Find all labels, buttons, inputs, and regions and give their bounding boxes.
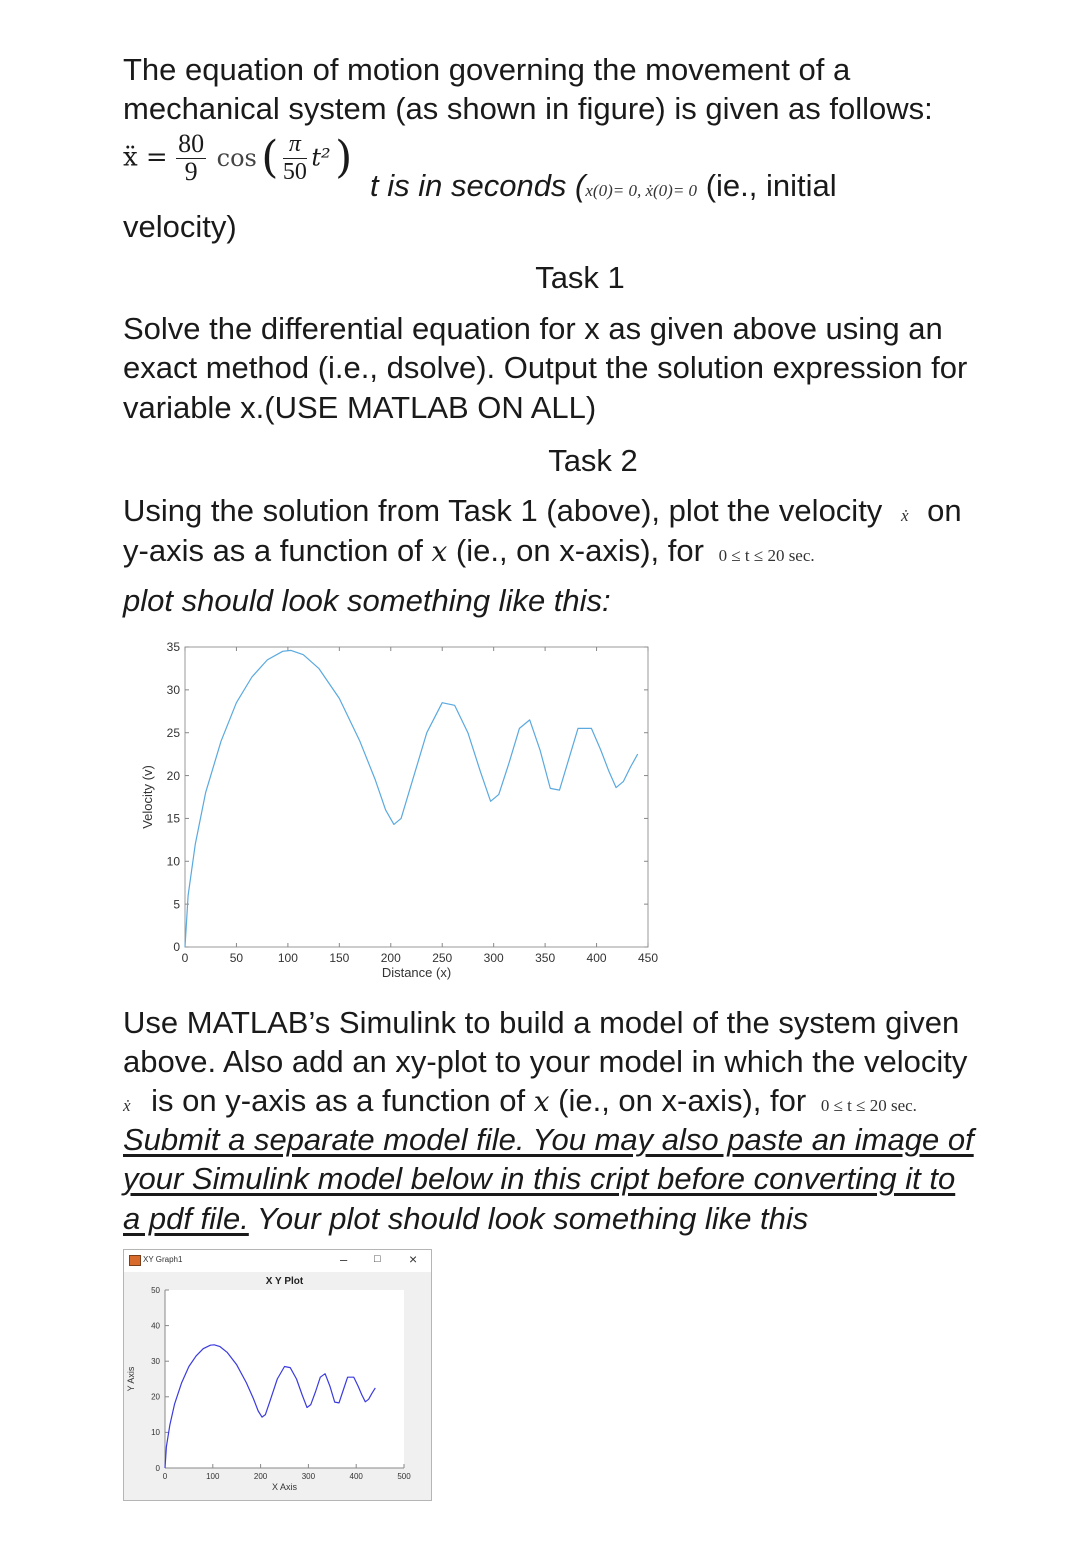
x-tick-label: 100 bbox=[277, 951, 298, 965]
task2-line-2a: y-axis as a function of bbox=[123, 533, 423, 568]
x-tick-label: 300 bbox=[483, 951, 504, 965]
x-tick-label: 450 bbox=[637, 951, 659, 965]
matlab-logo-icon bbox=[129, 1255, 141, 1266]
y-tick-label: 0 bbox=[173, 940, 180, 955]
x-tick-label: 500 bbox=[397, 1472, 411, 1481]
task2-line-1a: Using the solution from Task 1 (above), plot the velocity bbox=[123, 493, 883, 528]
task2-line-2 bbox=[123, 531, 815, 575]
equation-fraction bbox=[176, 130, 206, 185]
time-range: 0 ≤ t ≤ 20 sec. bbox=[718, 546, 815, 565]
equation bbox=[123, 130, 352, 190]
y-tick-label: 30 bbox=[166, 683, 180, 698]
y-axis-label: Y Axis bbox=[126, 1366, 136, 1392]
y-tick-label: 10 bbox=[151, 1428, 160, 1438]
task2-line-1b: on bbox=[927, 493, 962, 528]
y-tick-label: 10 bbox=[166, 854, 180, 869]
initial-conditions: x(0)= 0, ẋ(0)= 0 bbox=[585, 181, 698, 200]
equation-pi-fraction bbox=[283, 130, 307, 185]
x-tick-label: 100 bbox=[206, 1472, 220, 1481]
x-tick-label: 150 bbox=[329, 951, 350, 965]
simulink-line-3 bbox=[123, 1081, 917, 1125]
series-line bbox=[185, 650, 638, 947]
simulink-line-5: your Simulink model below in this cript before converting it to bbox=[123, 1161, 956, 1196]
x-tick-label: 300 bbox=[301, 1472, 316, 1481]
plot-caption: plot should look something like this: bbox=[123, 583, 611, 618]
task2-line-1 bbox=[123, 491, 962, 535]
maximize-button[interactable]: □ bbox=[374, 1253, 381, 1265]
x-tick-label: 400 bbox=[586, 951, 607, 965]
simulink-line-6b: Your plot should look something like this bbox=[248, 1201, 809, 1236]
equation-denominator: 9 bbox=[184, 157, 198, 186]
plot-area bbox=[165, 1290, 404, 1468]
y-tick-label: 50 bbox=[151, 1285, 160, 1295]
x-variable-2: x bbox=[533, 1085, 550, 1118]
x-tick-label: 0 bbox=[162, 1472, 168, 1481]
window-title: XY Graph1 bbox=[143, 1255, 183, 1264]
y-tick-label: 15 bbox=[166, 811, 180, 826]
simulink-line-2: above. Also add an xy-plot to your model in which the velocity bbox=[123, 1044, 968, 1079]
y-tick-label: 5 bbox=[173, 897, 180, 912]
task1-heading: Task 1 bbox=[535, 260, 625, 295]
equation-lhs: ẍ = bbox=[123, 142, 168, 173]
equation-fifty: 50 bbox=[282, 159, 307, 185]
y-tick-label: 40 bbox=[151, 1321, 160, 1331]
x-tick-label: 200 bbox=[380, 951, 401, 965]
y-axis-label: Velocity (v) bbox=[140, 765, 155, 829]
task2-line-2b: (ie., on x-axis), for bbox=[455, 533, 704, 568]
task2-heading: Task 2 bbox=[548, 443, 638, 478]
intro-line-1: The equation of motion governing the movement of a bbox=[123, 52, 851, 87]
task1-line-2: exact method (i.e., dsolve). Output the solution expression for bbox=[123, 350, 968, 385]
equation-t-squared: t² bbox=[311, 143, 331, 172]
simulink-line-3b: (ie., on x-axis), for bbox=[558, 1083, 807, 1118]
y-tick-label: 30 bbox=[151, 1357, 160, 1366]
y-tick-label: 0 bbox=[155, 1463, 160, 1473]
paren-close: ) bbox=[335, 132, 353, 183]
window-titlebar bbox=[124, 1250, 431, 1272]
paren-open: ( bbox=[261, 132, 279, 183]
xdot-symbol-2: ẋ bbox=[123, 1096, 131, 1115]
y-tick-label: 20 bbox=[166, 768, 180, 783]
y-tick-label: 20 bbox=[151, 1392, 160, 1402]
equation-tail-a: t is in seconds ( bbox=[370, 168, 586, 203]
x-tick-label: 400 bbox=[349, 1472, 363, 1481]
x-tick-label: 50 bbox=[229, 951, 244, 965]
x-axis-label: Distance (x) bbox=[381, 965, 452, 980]
velocity-distance-chart bbox=[130, 635, 690, 990]
equation-tail-b: (ie., initial bbox=[705, 168, 837, 203]
chart-title: X Y Plot bbox=[265, 1276, 304, 1287]
x-axis-label: X Axis bbox=[271, 1482, 298, 1492]
intro-line-4: velocity) bbox=[123, 209, 237, 244]
equation-tail bbox=[370, 166, 837, 210]
task1-line-3: variable x.(USE MATLAB ON ALL) bbox=[123, 390, 597, 425]
simulink-line-6 bbox=[123, 1199, 808, 1238]
equation-pi: π bbox=[283, 130, 307, 159]
simulink-line-3a: is on y-axis as a function of bbox=[151, 1083, 526, 1118]
minimize-button[interactable]: – bbox=[340, 1252, 348, 1267]
close-button[interactable]: × bbox=[409, 1251, 418, 1267]
x-tick-label: 350 bbox=[535, 951, 556, 965]
task1-line-1: Solve the differential equation for x as given above using an bbox=[123, 311, 943, 346]
x-tick-label: 250 bbox=[432, 951, 453, 965]
simulink-line-4: Submit a separate model file. You may also paste an image of bbox=[123, 1122, 974, 1157]
y-tick-label: 35 bbox=[166, 640, 180, 655]
equation-cos: cos bbox=[216, 143, 257, 172]
time-range-2: 0 ≤ t ≤ 20 sec. bbox=[820, 1096, 917, 1115]
x-tick-label: 200 bbox=[253, 1472, 268, 1481]
xy-plot-chart bbox=[124, 1271, 430, 1499]
xdot-symbol: ẋ bbox=[900, 506, 909, 525]
x-tick-label: 0 bbox=[181, 951, 189, 965]
intro-line-2: mechanical system (as shown in figure) is given as follows: bbox=[123, 91, 933, 126]
simulink-line-6a: a pdf file. bbox=[123, 1201, 249, 1236]
plot-frame bbox=[185, 647, 648, 947]
y-tick-label: 25 bbox=[166, 725, 180, 740]
simulink-line-1: Use MATLAB’s Simulink to build a model of the system given bbox=[123, 1005, 960, 1040]
x-variable: x bbox=[431, 535, 448, 568]
equation-numerator: 80 bbox=[178, 129, 205, 158]
